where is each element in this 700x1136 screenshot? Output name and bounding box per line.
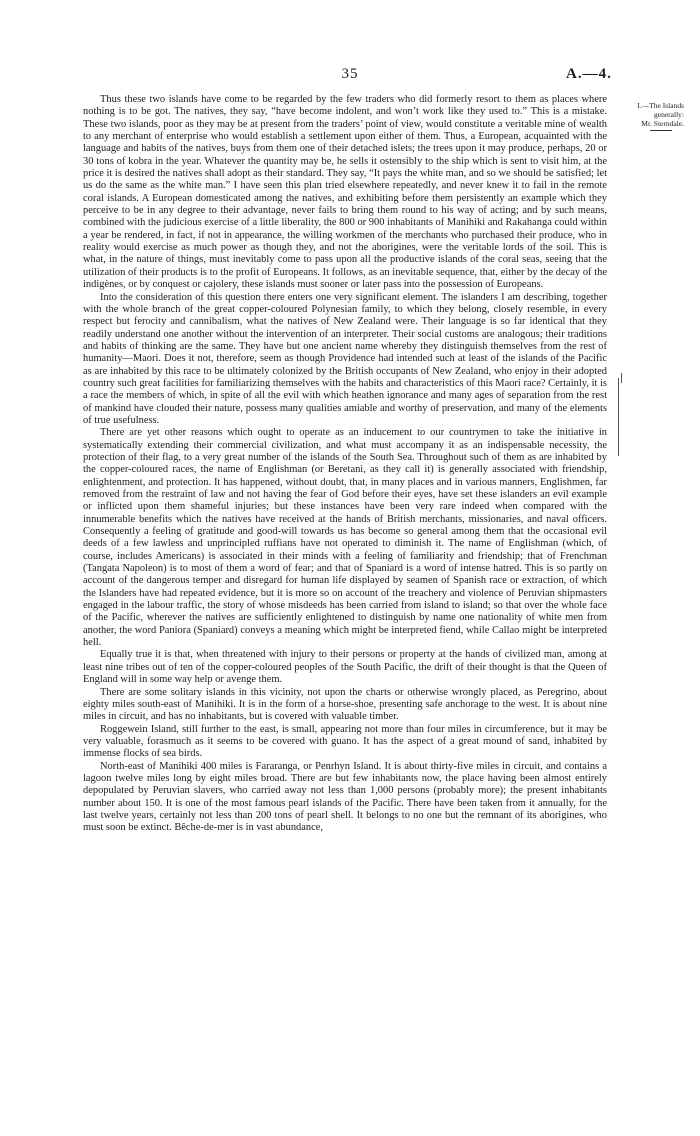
margin-pencil-mark xyxy=(618,378,619,456)
paragraph: Thus these two islands have come to be regarded by the few traders who did formerly resort to them as places where nothing is to be got. The natives, they say, “have become indolent, and won’t work like they used to.” This is a mistake. These two islands, poor as they may be at present from the traders’ point of view, would constitute a veritable mine of wealth to any merchant of enterprise who would establish a settlement upon either of them. Thus, a European, acquainted with the language and habits of the natives, buys from them one of their detached islets; the trees upon it may produce, perhaps, 20 or 30 tons of kobra in the year. Whatever the quantity may be, he sells it ostensibly to the ship which is sent to visit him, at the price it is desired the natives shall adopt as their standard. They say, “It pays the white man, and so we should be satisfied; let us do the same as the white man.” I have seen this plan tried elsewhere repeatedly, and never knew it to fail in the remote coral islands. A European domesticated among the natives, and exhibiting before them persistently an example which they perceive to be in any degree to their advantage, never fails to bring them round to his way of acting; and by such means, combined with the judicious exercise of a little liberality, the 800 or 900 inhabitants of Manihiki and Rakahanga could within a year be rendered, in fact, if not in appearance, the willing workmen of the merchants who purchased their produce, who in reality would exercise as much power as though they, and not the aborigines, were the veritable lords of the soil. This is what, in the nature of things, must inevitably come to pass upon all the productive islands of the coral seas, seeing that the utilization of their products is to the profit of Europeans. It follows, as an inevitable sequence, that, either by the decay of the indigènes, or by conquest or cajolery, these islands must sooner or later pass into the possession of Europeans. xyxy=(83,94,607,291)
margin-pencil-mark xyxy=(621,373,622,383)
body-text xyxy=(83,94,607,835)
page-number: 35 xyxy=(341,66,359,82)
margin-note-line: Mr. Sterndale. xyxy=(641,119,684,128)
document-reference: A.—4. xyxy=(566,66,612,82)
paragraph: Roggewein Island, still further to the east, is small, appearing not more than four miles in circumference, but it may be very valuable, forasmuch as it seems to be covered with guano. It has the aspect of a great mound of sand, inhabited by immense flocks of sea birds. xyxy=(83,723,607,760)
paragraph: North-east of Manihiki 400 miles is Fararanga, or Penrhyn Island. It is about thirty-five miles in circuit, and contains a lagoon twelve miles long by eight miles broad. There are but few inhabitants now, the place having been almost entirely depopulated by Peruvian slavers, who carried away not less than 1,000 persons (probably more); the present inhabitants number about 150. It is one of the most famous pearl islands of the Pacific. There have been taken from it annually, for the last twelve years, certainly not less than 200 tons of pearl shell. It belongs to no one but the remnant of its aborigines, who must soon be extinct. Bêche-de-mer is in vast abundance, xyxy=(83,760,607,834)
paragraph: Into the consideration of this question there enters one very significant element. The islanders I am describing, together with the whole branch of the great copper-coloured Polynesian family, to which they belong, closely resemble, in every respect but ferocity and cannibalism, what the natives of New Zealand were. Their language is so far identical that they readily understand one another without the intervention of an interpreter. Their social customs are analogous; their traditions and habits of thinking are the same. They have but one ancient name whereby they distinguish themselves from the rest of humanity—Maori. Does it not, therefore, seem as though Providence had intended such at least of the islands of the Pacific as are inhabited by this race to be ultimately colonized by the British occupants of New Zealand, who enjoy in their adopted country such great facilities for familiarizing themselves with the habits and characteristics of this Maori race? Certainly, it is a race the members of which, in spite of all the evil with which heathen ignorance and many ages of separation from the rest of mankind have clouded their nature, possess many qualities amiable and worthy of preservation, and many of the elements of true usefulness. xyxy=(83,291,607,426)
paragraph: Equally true it is that, when threatened with injury to their persons or property at the hands of civilized man, among at least nine tribes out of ten of the copper-coloured peoples of the South Pacific, the drift of their thought is that the Queen of England will in some way help or avenge them. xyxy=(83,649,607,686)
margin-note xyxy=(618,101,684,131)
paragraph: There are yet other reasons which ought to operate as an inducement to our countrymen to take the initiative in systematically extending their commercial civilization, and what must accompany it as an indispensable necessity, the protection of their flag, to a very great number of the islands of the South Sea. Throughout such of them as are inhabited by the copper-coloured races, the name of Englishman (or Beretani, as they call it) is generally associated with friendship, enlightenment, and protection. It has happened, without doubt, that, in many places and in various manners, Englishmen, far removed from the restraint of law and not having the fear of God before their eyes, have set these islanders an evil example or inflicted upon them shameful injuries; but these instances have been very rare indeed when compared with the innumerable benefits which the natives have received at the hands of British merchants, missionaries, and naval officers. Consequently a feeling of gratitude and good-will towards us has become so general among them that the occasional evil deeds of a few lawless and unprincipled ruffians have not operated to diminish it. The name of Englishman (which, of course, includes Americans) is associated in their minds with a feeling of familiarity and friendship; that of Frenchman (Tangata Napoleon) is to most of them a word of fear; and that of Spaniard is a word of intense hatred. This is so partly on account of the dangerous temper and disregard for human life displayed by seamen of Spanish race or extraction, of which the Islanders have had repeated evidence, but it is more so on account of the treachery and violence of Peruvian shipmasters engaged in the labour traffic, the story of whose misdeeds has been carried from island to island; so that over the whole face of the Pacific, wherever the natives are sufficiently enlightened to distinguish by name one nationality of white men from another, the word Paniora (Spaniard) conveys a meaning which might be interpreted fiend, while Callao might be interpreted hell. xyxy=(83,427,607,649)
margin-note-line: I.—The Islands xyxy=(637,101,684,110)
margin-note-rule xyxy=(650,130,672,131)
paragraph: There are some solitary islands in this vicinity, not upon the charts or otherwise wrongly placed, as Peregrino, about eighty miles south-east of Manihiki. It is in the form of a horse-shoe, presenting safe anchorage to the west. It is about nine miles in circuit, and has no inhabitants, but is covered with valuable timber. xyxy=(83,686,607,723)
margin-note-line: generally: xyxy=(654,110,684,119)
